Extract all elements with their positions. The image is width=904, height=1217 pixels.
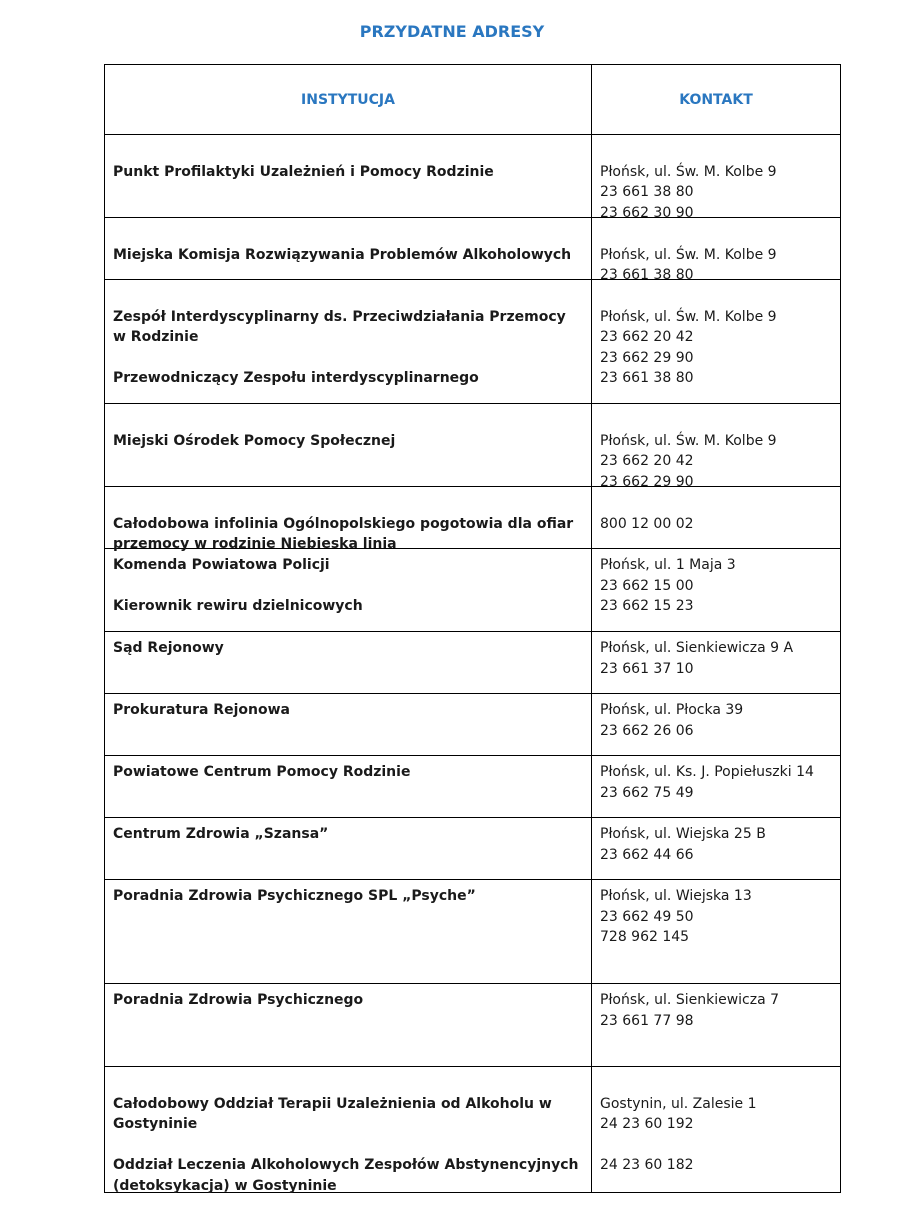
- table-row: [105, 818, 840, 880]
- institution-line: Kierownik rewiru dzielnicowych: [113, 598, 363, 614]
- institution-line: Poradnia Zdrowia Psychicznego SPL „Psyche”: [113, 888, 476, 904]
- contact-line: Płońsk, ul. Św. M. Kolbe 9: [600, 432, 777, 449]
- institution-line: przemocy w rodzinie Niebieska linia: [113, 536, 397, 552]
- contact-line: 800 12 00 02: [600, 515, 694, 532]
- institution-line: [113, 493, 583, 514]
- contact-line: 24 23 60 182: [600, 1157, 694, 1173]
- institution-line: Całodobowy Oddział Terapii Uzależnienia od Alkoholu w: [113, 1095, 552, 1112]
- table-header: [105, 65, 840, 135]
- contact-line: [600, 493, 832, 514]
- contact-line: Płońsk, ul. Św. M. Kolbe 9: [600, 163, 777, 180]
- contact-line: 23 661 38 80: [600, 184, 694, 200]
- table-row: [105, 549, 840, 632]
- institution-line: (detoksykacja) w Gostyninie: [113, 1177, 337, 1194]
- contact-line: [600, 224, 832, 245]
- contact-line: [600, 410, 832, 431]
- contact-line: 24 23 60 192: [600, 1116, 694, 1132]
- institution-line: Miejski Ośrodek Pomocy Społecznej: [113, 432, 396, 449]
- institution-cell: [105, 1067, 592, 1192]
- contact-line: 23 662 29 90: [600, 473, 694, 490]
- contact-line: 23 662 30 90: [600, 204, 694, 221]
- contact-line: Gostynin, ul. Zalesie 1: [600, 1095, 757, 1112]
- contact-cell: [592, 880, 840, 983]
- contact-line: 23 662 75 49: [600, 784, 694, 801]
- contact-cell: [592, 984, 840, 1066]
- contact-line: 23 662 49 50: [600, 908, 694, 925]
- table-row: [105, 487, 840, 552]
- institution-line: Sąd Rejonowy: [113, 640, 224, 656]
- contact-line: 23 662 15 23: [600, 598, 694, 614]
- contact-cell: [592, 218, 840, 283]
- institution-line: Centrum Zdrowia „Szansa”: [113, 826, 329, 842]
- institution-line: Miejska Komisja Rozwiązywania Problemów Alkoholowych: [113, 246, 572, 263]
- institution-line: Całodobowa infolinia Ogólnopolskiego pogotowia dla ofiar: [113, 515, 574, 532]
- contact-line: 728 962 145: [600, 929, 690, 945]
- table-row: [105, 404, 840, 490]
- institution-line: Komenda Powiatowa Policji: [113, 557, 330, 573]
- institution-cell: [105, 756, 592, 817]
- contact-cell: [592, 694, 840, 755]
- table-row: [105, 694, 840, 756]
- contact-cell: [592, 756, 840, 817]
- institution-cell: [105, 404, 592, 486]
- table-row: [105, 218, 840, 283]
- institution-line: Poradnia Zdrowia Psychicznego: [113, 992, 364, 1008]
- institution-line: Gostyninie: [113, 1116, 198, 1132]
- institution-cell: [105, 632, 592, 693]
- contact-line: 23 662 15 00: [600, 577, 694, 594]
- page-title: PRZYDATNE ADRESY: [359, 22, 545, 41]
- institution-line: [113, 410, 583, 431]
- table-row: [105, 280, 840, 404]
- contact-line: 23 661 77 98: [600, 1012, 694, 1029]
- contact-line: 23 661 37 10: [600, 660, 694, 677]
- institution-cell: [105, 984, 592, 1066]
- institution-cell: [105, 135, 592, 217]
- institution-cell: [105, 880, 592, 983]
- institution-cell: [105, 694, 592, 755]
- institution-line: Punkt Profilaktyki Uzależnień i Pomocy Rodzinie: [113, 163, 494, 180]
- contact-line: 23 662 20 42: [600, 453, 694, 469]
- contact-cell: [592, 549, 840, 631]
- contact-line: Płońsk, ul. Sienkiewicza 7: [600, 992, 780, 1008]
- contact-line: Płońsk, ul. Płocka 39: [600, 702, 744, 718]
- table-row: [105, 1067, 840, 1192]
- contact-line: Płońsk, ul. Wiejska 25 B: [600, 826, 766, 842]
- table-row: [105, 632, 840, 694]
- contact-line: Płońsk, ul. Wiejska 13: [600, 888, 752, 904]
- contact-line: Płońsk, ul. 1 Maja 3: [600, 557, 736, 573]
- contact-line: 23 661 38 80: [600, 370, 694, 386]
- institution-line: Przewodniczący Zespołu interdyscyplinarnego: [113, 370, 479, 386]
- contact-cell: [592, 487, 840, 548]
- institution-cell: [105, 218, 592, 279]
- contact-line: 23 662 20 42: [600, 329, 694, 345]
- header-institution: INSTYTUCJA: [105, 65, 592, 134]
- contact-cell: [592, 135, 840, 221]
- contact-line: 23 662 44 66: [600, 846, 694, 863]
- contact-cell: [592, 1067, 840, 1192]
- institution-line: [113, 576, 583, 597]
- contact-line: [600, 141, 832, 162]
- contact-line: [600, 1135, 832, 1156]
- contact-line: [600, 286, 832, 307]
- institution-line: [113, 224, 583, 245]
- contact-cell: [592, 280, 840, 403]
- institution-cell: [105, 280, 592, 403]
- addresses-table: [104, 64, 841, 1193]
- institution-cell: [105, 818, 592, 879]
- contact-line: [600, 1073, 832, 1094]
- institution-line: Powiatowe Centrum Pomocy Rodzinie: [113, 764, 411, 780]
- contact-line: 23 662 29 90: [600, 349, 694, 366]
- contact-cell: [592, 404, 840, 490]
- institution-line: [113, 286, 583, 307]
- institution-cell: [105, 549, 592, 631]
- institution-line: Oddział Leczenia Alkoholowych Zespołów Abstynencyjnych: [113, 1157, 579, 1173]
- institution-line: Prokuratura Rejonowa: [113, 702, 290, 718]
- institution-line: [113, 141, 583, 162]
- contact-cell: [592, 818, 840, 879]
- contact-line: Płońsk, ul. Sienkiewicza 9 A: [600, 640, 794, 656]
- contact-line: Płońsk, ul. Ks. J. Popiełuszki 14: [600, 764, 814, 780]
- institution-line: [113, 348, 583, 369]
- table-row: [105, 984, 840, 1067]
- institution-cell: [105, 487, 592, 552]
- institution-line: w Rodzinie: [113, 329, 199, 345]
- institution-line: [113, 1135, 583, 1156]
- contact-line: 23 662 26 06: [600, 722, 694, 739]
- table-row: [105, 135, 840, 221]
- header-contact: KONTAKT: [679, 91, 753, 108]
- institution-line: [113, 1073, 583, 1094]
- contact-line: Płońsk, ul. Św. M. Kolbe 9: [600, 308, 777, 325]
- table-row: [105, 880, 840, 984]
- contact-line: Płońsk, ul. Św. M. Kolbe 9: [600, 246, 777, 263]
- institution-line: Zespół Interdyscyplinarny ds. Przeciwdziałania Przemocy: [113, 308, 566, 325]
- table-row: [105, 756, 840, 818]
- contact-line: 23 661 38 80: [600, 267, 694, 283]
- contact-cell: [592, 632, 840, 693]
